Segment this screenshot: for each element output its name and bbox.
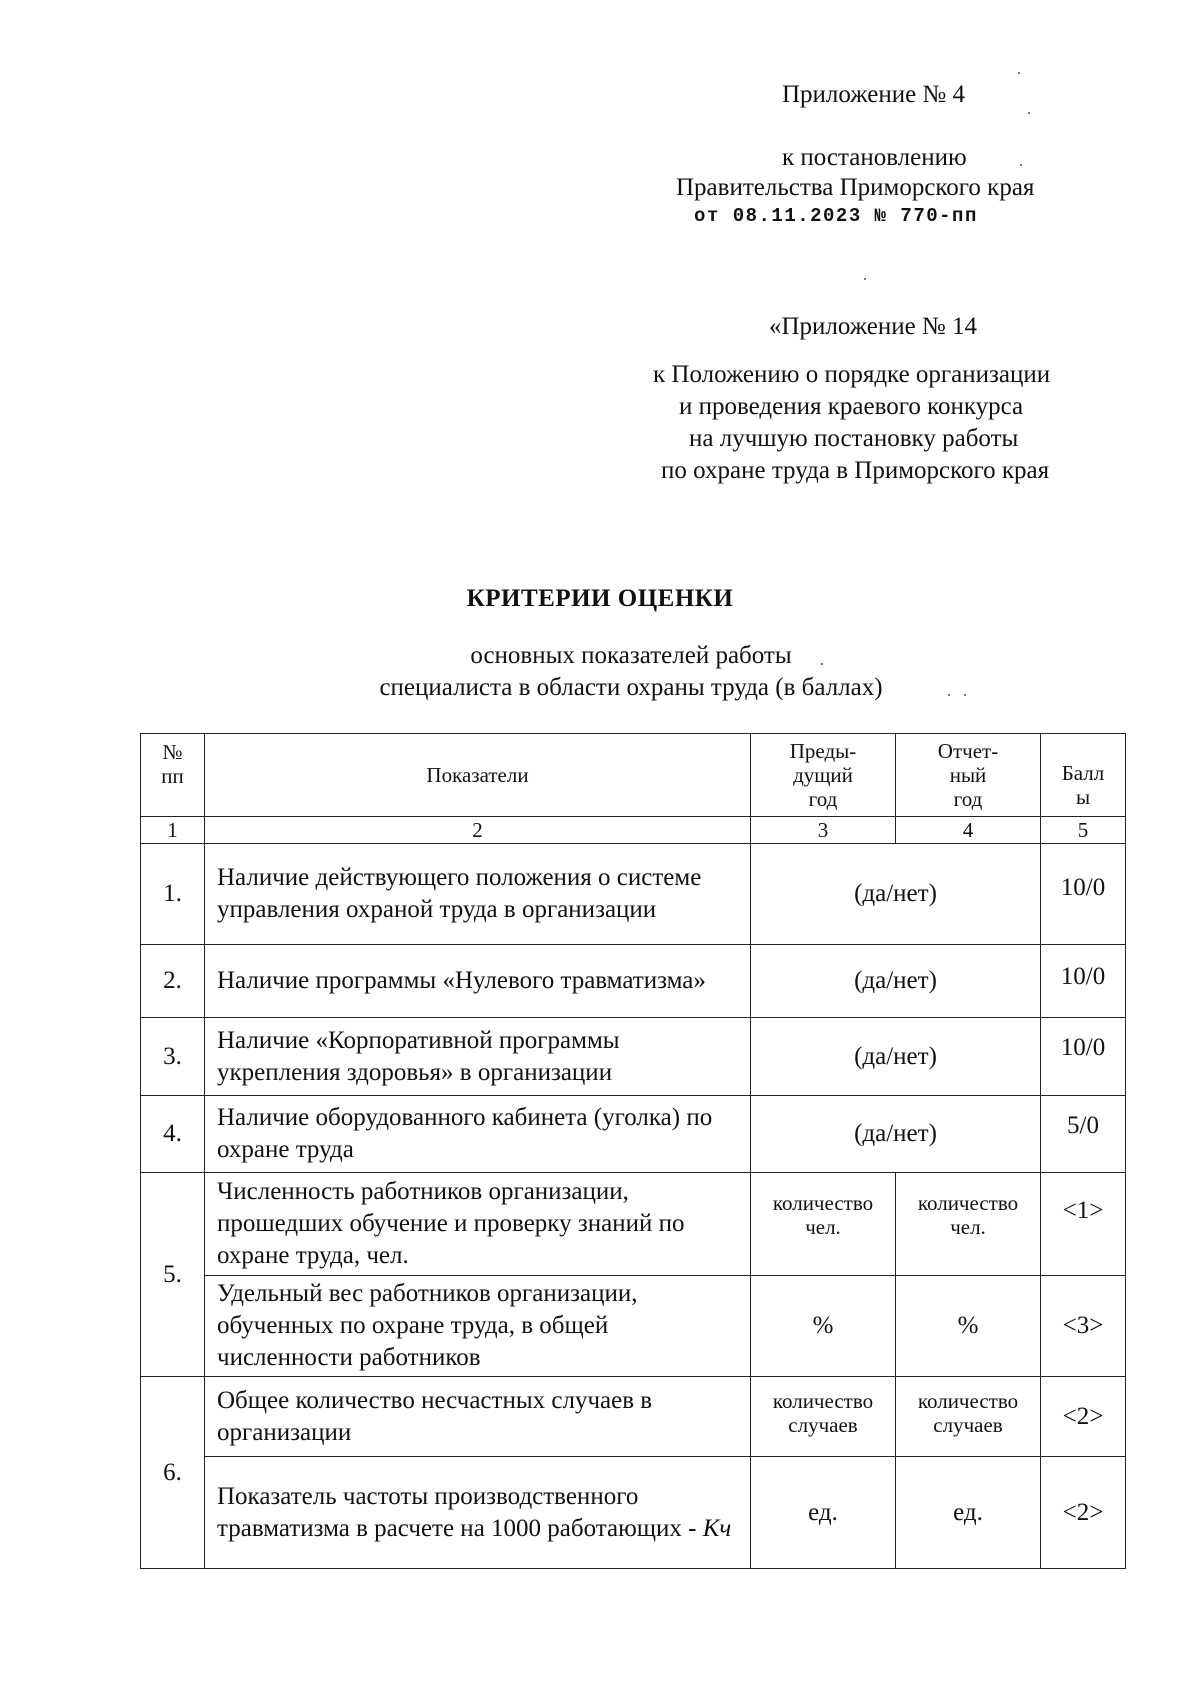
- score-value: <2>: [1041, 1457, 1126, 1569]
- table-row: [141, 844, 1126, 945]
- table-row: [141, 945, 1126, 1018]
- score-value: <3>: [1041, 1276, 1126, 1377]
- resolution-label: к постановлению: [782, 144, 967, 171]
- subtitle-line-1: основных показателей работы: [470, 642, 792, 669]
- scan-speck: [1018, 72, 1020, 74]
- header-score: [1041, 734, 1126, 817]
- subtitle-line-2: специалиста в области охраны труда (в баллах): [379, 674, 883, 701]
- header-num-line1: №: [162, 740, 183, 764]
- scan-speck: [964, 694, 966, 696]
- column-number: 4: [896, 817, 1041, 844]
- score-value: <1>: [1041, 1173, 1126, 1276]
- previous-year-unit: [751, 1377, 896, 1457]
- unit-line: количество: [917, 1191, 1019, 1215]
- government-label: Правительства Приморского края: [676, 174, 1035, 201]
- reporting-year-unit: [896, 1377, 1041, 1457]
- value-yes-no: (да/нет): [751, 945, 1041, 1018]
- unit-line: чел.: [950, 1215, 986, 1239]
- unit-line: количество: [917, 1389, 1019, 1413]
- reporting-year-unit: %: [896, 1276, 1041, 1377]
- column-number: 5: [1041, 817, 1126, 844]
- header-report-line2: ный: [949, 763, 987, 787]
- indicator-text-main: Показатель частоты производственного травматизма в расчете на 1000 работающих -: [217, 1482, 703, 1542]
- header-num-line2: пп: [161, 764, 184, 788]
- score-value: 5/0: [1041, 1096, 1126, 1173]
- value-yes-no: (да/нет): [751, 1018, 1041, 1096]
- appendix-label: Приложение № 4: [782, 81, 966, 108]
- scan-speck: [821, 663, 823, 665]
- scan-speck: [948, 694, 950, 696]
- indicator-text: Численность работников организации, прошедших обучение и проверку знаний по охране труда, чел.: [205, 1173, 751, 1276]
- regulation-line-4: по охране труда в Приморского края: [661, 457, 1050, 484]
- header-prev-line3: год: [808, 787, 838, 811]
- header-indicators: Показатели: [205, 734, 751, 817]
- indicator-text: [205, 1457, 751, 1569]
- unit-line: количество: [772, 1191, 874, 1215]
- table-row: [141, 1096, 1126, 1173]
- row-number: 1.: [141, 844, 205, 945]
- score-value: <2>: [1041, 1377, 1126, 1457]
- row-number: 2.: [141, 945, 205, 1018]
- row-number: 6.: [141, 1377, 205, 1569]
- indicator-text: Наличие оборудованного кабинета (уголка) по охране труда: [205, 1096, 751, 1173]
- header-prev-line2: дущий: [793, 763, 853, 787]
- indicator-text: Наличие программы «Нулевого травматизма»: [205, 945, 751, 1018]
- value-yes-no: (да/нет): [751, 1096, 1041, 1173]
- indicator-text: Удельный вес работников организации, обученных по охране труда, в общей численности работников: [205, 1276, 751, 1377]
- unit-line: количество: [772, 1389, 874, 1413]
- regulation-line-3: на лучшую постановку работы: [689, 425, 1019, 452]
- header-report-line3: год: [953, 787, 983, 811]
- sub-appendix-label: «Приложение № 14: [769, 313, 978, 340]
- column-number-row: [141, 817, 1126, 844]
- column-number: 2: [205, 817, 751, 844]
- regulation-line-1: к Положению о порядке организации: [653, 361, 1051, 388]
- indicator-symbol: Кч: [702, 1514, 732, 1542]
- row-number: 5.: [141, 1173, 205, 1377]
- indicator-text: Наличие действующего положения о системе управления охраной труда в организации: [205, 844, 751, 945]
- reporting-year-unit: ед.: [896, 1457, 1041, 1569]
- previous-year-unit: %: [751, 1276, 896, 1377]
- unit-line: случаев: [933, 1413, 1003, 1437]
- column-number: 3: [751, 817, 896, 844]
- scan-speck: [1028, 112, 1030, 114]
- score-value: 10/0: [1041, 945, 1126, 1018]
- indicator-text: Наличие «Корпоративной программы укрепления здоровья» в организации: [205, 1018, 751, 1096]
- resolution-date-number: от 08.11.2023 № 770-пп: [694, 205, 978, 227]
- table-row: [141, 1457, 1126, 1569]
- score-value: 10/0: [1041, 844, 1126, 945]
- table-row: [141, 1377, 1126, 1457]
- previous-year-unit: ед.: [751, 1457, 896, 1569]
- regulation-line-2: и проведения краевого конкурса: [679, 393, 1024, 420]
- row-number: 4.: [141, 1096, 205, 1173]
- column-number: 1: [141, 817, 205, 844]
- table-row: [141, 1173, 1126, 1276]
- table-header-row: [141, 734, 1126, 817]
- previous-year-unit: [751, 1173, 896, 1276]
- header-score-line2: ы: [1075, 785, 1091, 809]
- row-number: 3.: [141, 1018, 205, 1096]
- reporting-year-unit: [896, 1173, 1041, 1276]
- document-title: КРИТЕРИИ ОЦЕНКИ: [466, 585, 734, 612]
- indicator-text: Общее количество несчастных случаев в организации: [205, 1377, 751, 1457]
- header-reporting-year: [896, 734, 1041, 817]
- scan-speck: [1020, 164, 1022, 166]
- score-value: 10/0: [1041, 1018, 1126, 1096]
- header-num: [141, 734, 205, 817]
- scan-speck: [864, 278, 866, 280]
- header-score-line1: Балл: [1061, 761, 1105, 785]
- value-yes-no: (да/нет): [751, 844, 1041, 945]
- unit-line: случаев: [788, 1413, 858, 1437]
- header-prev-line1: Преды-: [789, 739, 857, 763]
- header-previous-year: [751, 734, 896, 817]
- table-row: [141, 1018, 1126, 1096]
- unit-line: чел.: [805, 1215, 841, 1239]
- criteria-table: [140, 733, 1126, 1569]
- header-report-line1: Отчет-: [937, 739, 999, 763]
- table-row: [141, 1276, 1126, 1377]
